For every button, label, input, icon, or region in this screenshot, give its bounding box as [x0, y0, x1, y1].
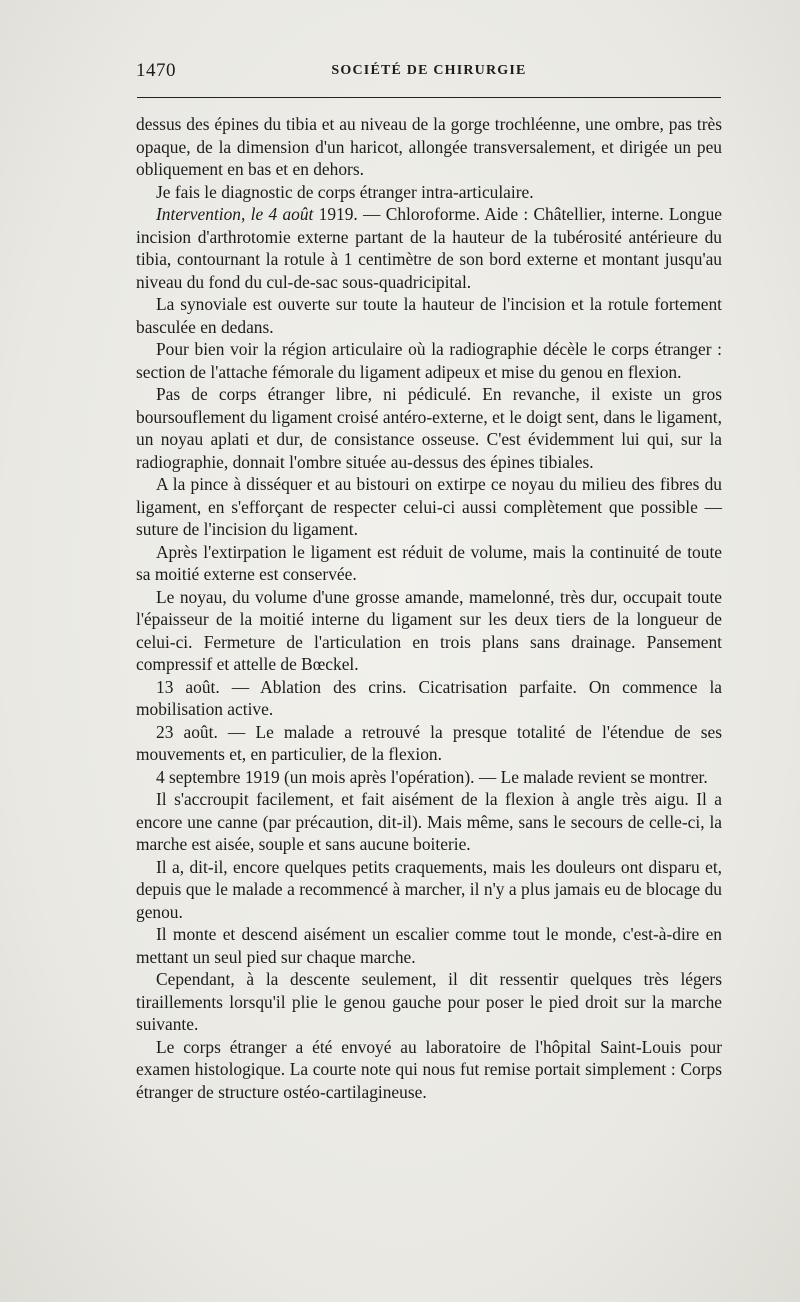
- body-text: [136, 113, 722, 1103]
- paragraph-3: Intervention, le 4 août 1919. — Chloroforme. Aide : Châtellier, interne. Longue incision d'arthrotomie externe partant de la hauteur de la tubérosité antérieure du tibia, contournant la rotule à 1 centimètre de son bord externe et montant jusqu'au niveau du fond du cul-de-sac sous-quadricipital.: [136, 204, 722, 292]
- page-header: [136, 58, 722, 86]
- paragraph-7: A la pince à disséquer et au bistouri on extirpe ce noyau du milieu des fibres du ligament, en s'efforçant de respecter celui-ci aussi complètement que possible — suture de l'incision du ligament.: [136, 474, 722, 539]
- paragraph-12: 4 septembre 1919 (un mois après l'opération). — Le malade revient se montrer.: [156, 766, 708, 787]
- page-number: 1470: [136, 60, 176, 81]
- paragraph-6: Pas de corps étranger libre, ni pédiculé. En revanche, il existe un gros boursouflement du ligament croisé antéro-externe, et le doigt sent, dans le ligament, un noyau aplati et dur, de consistance osseuse. C'est évidemment lui qui, sur la radiographie, donnait l'ombre située au-dessus des épines tibiales.: [136, 384, 722, 472]
- paragraph-2: Je fais le diagnostic de corps étranger intra-articulaire.: [156, 181, 534, 202]
- paragraph-9: Le noyau, du volume d'une grosse amande, mamelonné, très dur, occupait toute l'épaisseur de la moitié interne du ligament sur les deux tiers de la longueur de celui-ci. Fermeture de l'articulation en trois plans sans drainage. Pansement compressif et attelle de Bœckel.: [136, 586, 722, 674]
- paragraph-8: Après l'extirpation le ligament est réduit de volume, mais la continuité de toute sa moitié externe est conservée.: [136, 541, 722, 584]
- paragraph-11: 23 août. — Le malade a retrouvé la presque totalité de l'étendue de ses mouvements et, en particulier, de la flexion.: [136, 721, 722, 764]
- paragraph-13: Il s'accroupit facilement, et fait aisément de la flexion à angle très aigu. Il a encore une canne (par précaution, dit-il). Mais même, sans le secours de celle-ci, la marche est aisée, souple et sans aucune boiterie.: [136, 789, 722, 854]
- paragraph-16: Cependant, à la descente seulement, il dit ressentir quelques très légers tiraillements lorsqu'il plie le genou gauche pour poser le pied droit sur la marche suivante.: [136, 969, 722, 1034]
- paragraph-1: dessus des épines du tibia et au niveau de la gorge trochléenne, une ombre, pas très opaque, de la dimension d'un haricot, allongée transversalement, et dirigée un peu obliquement en bas et en dehors.: [136, 114, 722, 179]
- paragraph-5: Pour bien voir la région articulaire où la radiographie décèle le corps étranger : section de l'attache fémorale du ligament adipeux et mise du genou en flexion.: [136, 339, 722, 382]
- paragraph-15: Il monte et descend aisément un escalier comme tout le monde, c'est-à-dire en mettant un seul pied sur chaque marche.: [136, 924, 722, 967]
- paragraph-17: Le corps étranger a été envoyé au laboratoire de l'hôpital Saint-Louis pour examen histologique. La courte note qui nous fut remise portait simplement : Corps étranger de structure ostéo-cartilagineuse.: [136, 1036, 722, 1102]
- header-rule: [137, 97, 721, 98]
- paragraph-14: Il a, dit-il, encore quelques petits craquements, mais les douleurs ont disparu et, depuis que le malade a recommencé à marcher, il n'y a plus jamais eu de blocage du genou.: [136, 856, 722, 922]
- paragraph-4: La synoviale est ouverte sur toute la hauteur de l'incision et la rotule fortement basculée en dedans.: [136, 294, 722, 337]
- paragraph-10: 13 août. — Ablation des crins. Cicatrisation parfaite. On commence la mobilisation active.: [136, 676, 722, 719]
- running-title: SOCIÉTÉ DE CHIRURGIE: [331, 63, 527, 78]
